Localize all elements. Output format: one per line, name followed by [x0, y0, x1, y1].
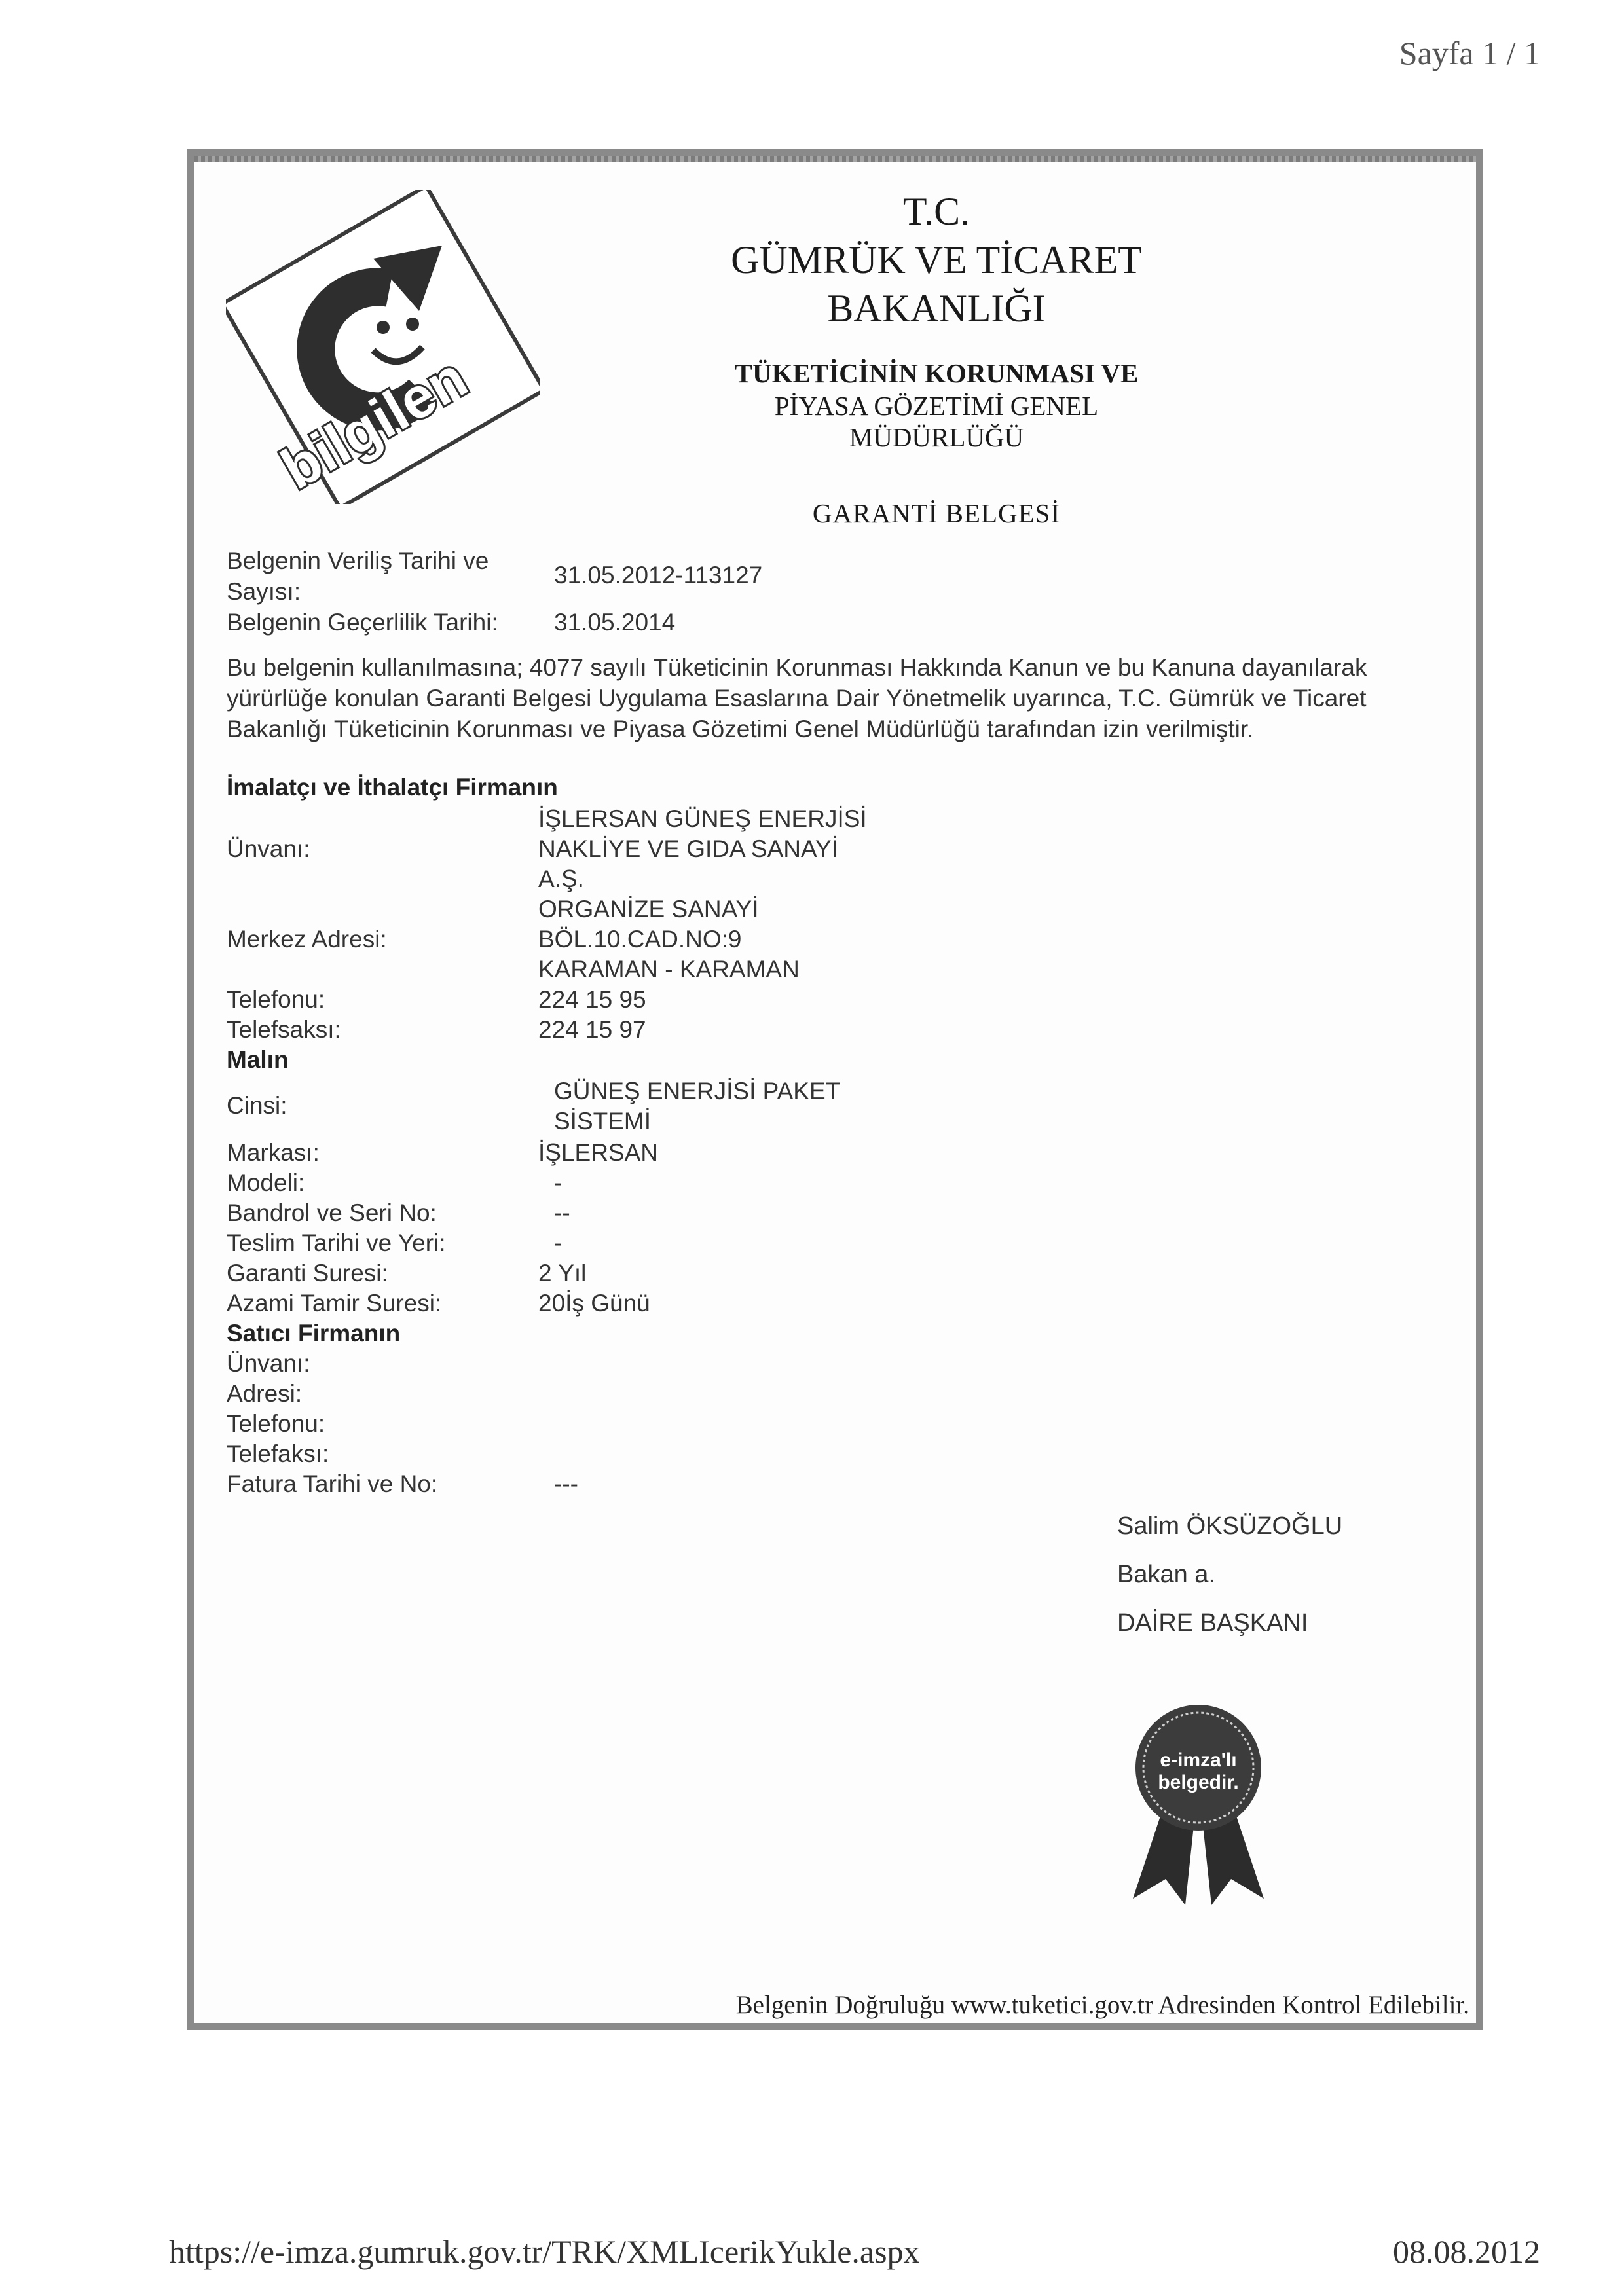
manufacturer-phone-label: Telefonu:: [227, 986, 325, 1013]
product-serial-label: Bandrol ve Seri No:: [227, 1199, 437, 1226]
product-warranty-label: Garanti Suresi:: [227, 1260, 388, 1286]
seller-phone-label: Telefonu:: [227, 1410, 325, 1437]
seal-text-line-1: e-imza'lı: [1160, 1749, 1237, 1771]
intro-line: yürürlüğe konulan Garanti Belgesi Uygulama Esaslarına Dair Yönetmelik uyarınca, T.C. Gümrük ve Ticaret: [227, 685, 1367, 712]
ministry-line-2: GÜMRÜK VE TİCARET: [731, 238, 1142, 282]
manufacturer-address-line: ORGANİZE SANAYİ: [538, 896, 759, 922]
product-model: -: [554, 1169, 563, 1196]
manufacturer-title-line: A.Ş.: [538, 866, 584, 892]
department-line-3: MÜDÜRLÜĞÜ: [849, 422, 1024, 452]
product-delivery-label: Teslim Tarihi ve Yeri:: [227, 1230, 446, 1256]
signatory-name: Salim ÖKSÜZOĞLU: [1117, 1512, 1343, 1540]
seller-heading: Satıcı Firmanın: [227, 1320, 401, 1347]
issue-label-line-2: Sayısı:: [227, 578, 301, 605]
manufacturer-address-line: BÖL.10.CAD.NO:9: [538, 926, 742, 953]
product-type-line: GÜNEŞ ENERJİSİ PAKET: [554, 1078, 841, 1104]
intro-line: Bu belgenin kullanılmasına; 4077 sayılı Tüketicinin Korunması Hakkında Kanun ve bu Kanuna dayanılarak: [227, 654, 1367, 681]
manufacturer-title-line: İŞLERSAN GÜNEŞ ENERJİSİ: [538, 805, 867, 832]
product-type-line: SİSTEMİ: [554, 1108, 652, 1135]
manufacturer-title-label: Ünvanı:: [227, 835, 310, 862]
seal-text-line-2: belgedir.: [1158, 1772, 1239, 1793]
ministry-line-1: T.C.: [902, 190, 970, 233]
document-title: GARANTİ BELGESİ: [812, 498, 1061, 528]
product-repair-label: Azami Tamir Suresi:: [227, 1290, 442, 1317]
logo-text: bilgilen: [270, 344, 478, 501]
product-warranty: 2 Yıl: [538, 1260, 587, 1286]
product-serial: --: [554, 1199, 570, 1226]
product-delivery: -: [554, 1230, 563, 1256]
manufacturer-address-line: KARAMAN - KARAMAN: [538, 956, 800, 983]
product-brand: İŞLERSAN: [538, 1139, 659, 1166]
validity-label: Belgenin Geçerlilik Tarihi:: [227, 609, 498, 636]
manufacturer-heading: İmalatçı ve İthalatçı Firmanın: [227, 774, 558, 801]
product-brand-label: Markası:: [227, 1139, 320, 1166]
signatory-line-2: Bakan a.: [1117, 1561, 1215, 1588]
department-line-1: TÜKETİCİNİN KORUNMASI VE: [734, 358, 1139, 388]
manufacturer-address-label: Merkez Adresi:: [227, 926, 387, 953]
manufacturer-fax-label: Telefsaksı:: [227, 1016, 341, 1043]
product-heading: Malın: [227, 1046, 289, 1073]
department-line-2: PİYASA GÖZETİMİ GENEL: [774, 391, 1099, 421]
intro-paragraph: [227, 652, 1438, 744]
intro-line: Bakanlığı Tüketicinin Korunması ve Piyasa Gözetimi Genel Müdürlüğü tarafından izin verilmiştir.: [227, 716, 1254, 742]
verification-note: Belgenin Doğruluğu www.tuketici.gov.tr Adresinden Kontrol Edilebilir.: [735, 1991, 1469, 2019]
seller-fax-label: Telefaksı:: [227, 1440, 329, 1467]
seller-address-label: Adresi:: [227, 1380, 303, 1407]
ministry-line-3: BAKANLIĞI: [827, 287, 1046, 330]
product-model-label: Modeli:: [227, 1169, 305, 1196]
seller-invoice-label: Fatura Tarihi ve No:: [227, 1470, 438, 1497]
manufacturer-fax: 224 15 97: [538, 1016, 646, 1043]
footer-url: https://e-imza.gumruk.gov.tr/TRK/XMLIcerikYukle.aspx: [169, 2233, 920, 2270]
product-repair: 20İş Günü: [538, 1290, 650, 1317]
issue-label-line-1: Belgenin Veriliş Tarihi ve: [227, 547, 489, 574]
signatory-title: DAİRE BAŞKANI: [1117, 1609, 1308, 1637]
seller-title-label: Ünvanı:: [227, 1350, 310, 1377]
bilgilen-logo: [226, 190, 540, 504]
e-signature-seal-icon: [1113, 1702, 1283, 1912]
manufacturer-title-line: NAKLİYE VE GIDA SANAYİ: [538, 835, 838, 862]
product-type-label: Cinsi:: [227, 1092, 287, 1119]
seller-invoice: ---: [554, 1470, 578, 1497]
manufacturer-phone: 224 15 95: [538, 986, 646, 1013]
page-number: Sayfa 1 / 1: [1399, 35, 1540, 71]
issue-value: 31.05.2012-113127: [554, 562, 763, 589]
validity-value: 31.05.2014: [554, 609, 676, 636]
footer-date: 08.08.2012: [1393, 2233, 1540, 2270]
